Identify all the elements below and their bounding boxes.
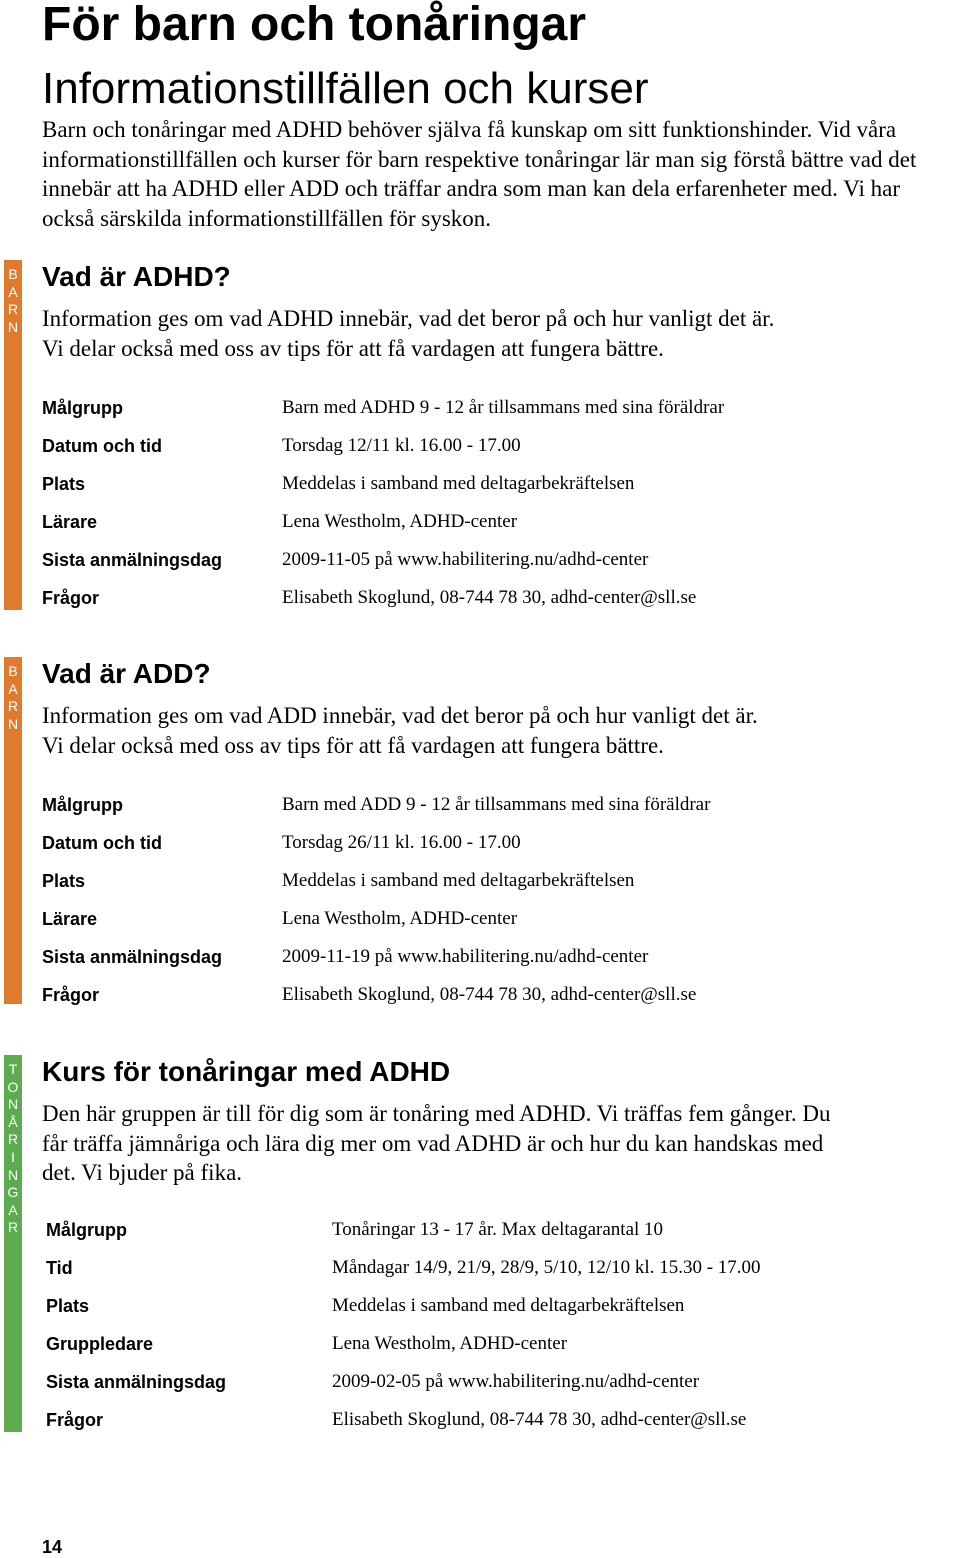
info-label: Plats: [42, 474, 86, 494]
info-label: Plats: [46, 1296, 90, 1316]
info-row-plats: [0, 472, 960, 502]
info-value: 2009-11-05 på www.habilitering.nu/adhd-center: [282, 549, 649, 570]
info-label: Sista anmälningsdag: [42, 947, 223, 967]
section-adhd-info: [0, 260, 960, 610]
info-row-malgrupp: [0, 1218, 960, 1248]
info-row-datum: [0, 434, 960, 464]
description-line: Information ges om vad ADD innebär, vad det beror på och hur vanligt det är.: [42, 703, 758, 728]
info-value: Elisabeth Skoglund, 08-744 78 30, adhd-center@sll.se: [332, 1409, 747, 1430]
info-value: Lena Westholm, ADHD-center: [332, 1333, 568, 1354]
info-label: Sista anmälningsdag: [42, 550, 223, 570]
section-description: [42, 304, 942, 363]
info-value: Elisabeth Skoglund, 08-744 78 30, adhd-center@sll.se: [282, 587, 697, 608]
info-row-plats: [0, 1294, 960, 1324]
info-row-plats: [0, 869, 960, 899]
info-value: Lena Westholm, ADHD-center: [282, 908, 518, 929]
info-row-sista-anmalningsdag: [0, 945, 960, 975]
info-label: Målgrupp: [46, 1220, 127, 1240]
side-label-barn: B A R N: [7, 663, 19, 732]
info-label: Lärare: [42, 909, 98, 929]
info-label: Frågor: [46, 1410, 104, 1430]
info-row-sista-anmalningsdag: [0, 548, 960, 578]
info-value: Tonåringar 13 - 17 år. Max deltagarantal 10: [332, 1219, 664, 1240]
section-add-info: [0, 657, 960, 1004]
section-description: [42, 1099, 952, 1188]
intro-paragraph: Barn och tonåringar med ADHD behöver själva få kunskap om sitt funktionshinder. Vid våra informationstillfällen och kurser för barn respektive tonåringar lär man sig förstå bättre vad det innebär att ha ADHD eller ADD och träffar andra som man kan dela erfarenheter med. Vi har också särskilda informationstillfällen för syskon.: [42, 117, 917, 231]
info-value: 2009-02-05 på www.habilitering.nu/adhd-center: [332, 1371, 700, 1392]
info-label: Sista anmälningsdag: [46, 1372, 227, 1392]
info-label: Målgrupp: [42, 398, 123, 418]
info-value: Barn med ADHD 9 - 12 år tillsammans med sina föräldrar: [282, 397, 725, 418]
section-teen-course: [0, 1055, 960, 1432]
side-label-barn: B A R N: [7, 266, 19, 335]
info-row-malgrupp: [0, 396, 960, 426]
info-row-datum: [0, 831, 960, 861]
info-value: Barn med ADD 9 - 12 år tillsammans med sina föräldrar: [282, 794, 711, 815]
section-heading: Vad är ADD?: [42, 658, 211, 689]
description-line: Vi delar också med oss av tips för att få vardagen att fungera bättre.: [42, 335, 664, 361]
info-row-fragor: [0, 983, 960, 1013]
section-description: [42, 701, 942, 760]
info-label: Lärare: [42, 512, 98, 532]
info-value: Torsdag 26/11 kl. 16.00 - 17.00: [282, 832, 521, 853]
info-row-larare: [0, 510, 960, 540]
info-row-gruppledare: [0, 1332, 960, 1362]
info-row-tid: [0, 1256, 960, 1286]
side-label-tonaringar: T O N Å R I N G A R: [7, 1061, 19, 1236]
info-value: Meddelas i samband med deltagarbekräftelsen: [282, 473, 635, 494]
section-heading: Vad är ADHD?: [42, 261, 231, 292]
description-line: får träffa jämnåriga och lära dig mer om vad ADHD är och hur du kan handskas med: [42, 1130, 824, 1156]
info-row-fragor: [0, 586, 960, 616]
info-value: Elisabeth Skoglund, 08-744 78 30, adhd-center@sll.se: [282, 984, 697, 1005]
section-heading: Kurs för tonåringar med ADHD: [42, 1056, 451, 1087]
info-value: Lena Westholm, ADHD-center: [282, 511, 518, 532]
description-line: Vi delar också med oss av tips för att få vardagen att fungera bättre.: [42, 732, 664, 758]
description-line: Den här gruppen är till för dig som är tonåring med ADHD. Vi träffas fem gånger. Du: [42, 1101, 831, 1126]
description-line: Information ges om vad ADHD innebär, vad det beror på och hur vanligt det är.: [42, 306, 775, 331]
info-row-sista-anmalningsdag: [0, 1370, 960, 1400]
info-value: Meddelas i samband med deltagarbekräftelsen: [332, 1295, 685, 1316]
page-number: 14: [42, 1537, 63, 1557]
info-label: Plats: [42, 871, 86, 891]
info-label: Frågor: [42, 588, 100, 608]
info-row-malgrupp: [0, 793, 960, 823]
info-label: Datum och tid: [42, 436, 162, 456]
info-label: Målgrupp: [42, 795, 123, 815]
description-line: det. Vi bjuder på fika.: [42, 1160, 243, 1185]
page-subtitle: Informationstillfällen och kurser: [42, 64, 649, 113]
info-row-fragor: [0, 1408, 960, 1438]
info-value: Måndagar 14/9, 21/9, 28/9, 5/10, 12/10 kl. 15.30 - 17.00: [332, 1257, 761, 1278]
info-value: Meddelas i samband med deltagarbekräftelsen: [282, 870, 635, 891]
info-row-larare: [0, 907, 960, 937]
info-label: Tid: [46, 1258, 73, 1278]
page-title: För barn och tonåringar: [42, 0, 587, 51]
info-value: 2009-11-19 på www.habilitering.nu/adhd-center: [282, 946, 649, 967]
info-label: Gruppledare: [46, 1334, 154, 1354]
info-value: Torsdag 12/11 kl. 16.00 - 17.00: [282, 435, 521, 456]
info-label: Datum och tid: [42, 833, 162, 853]
info-label: Frågor: [42, 985, 100, 1005]
